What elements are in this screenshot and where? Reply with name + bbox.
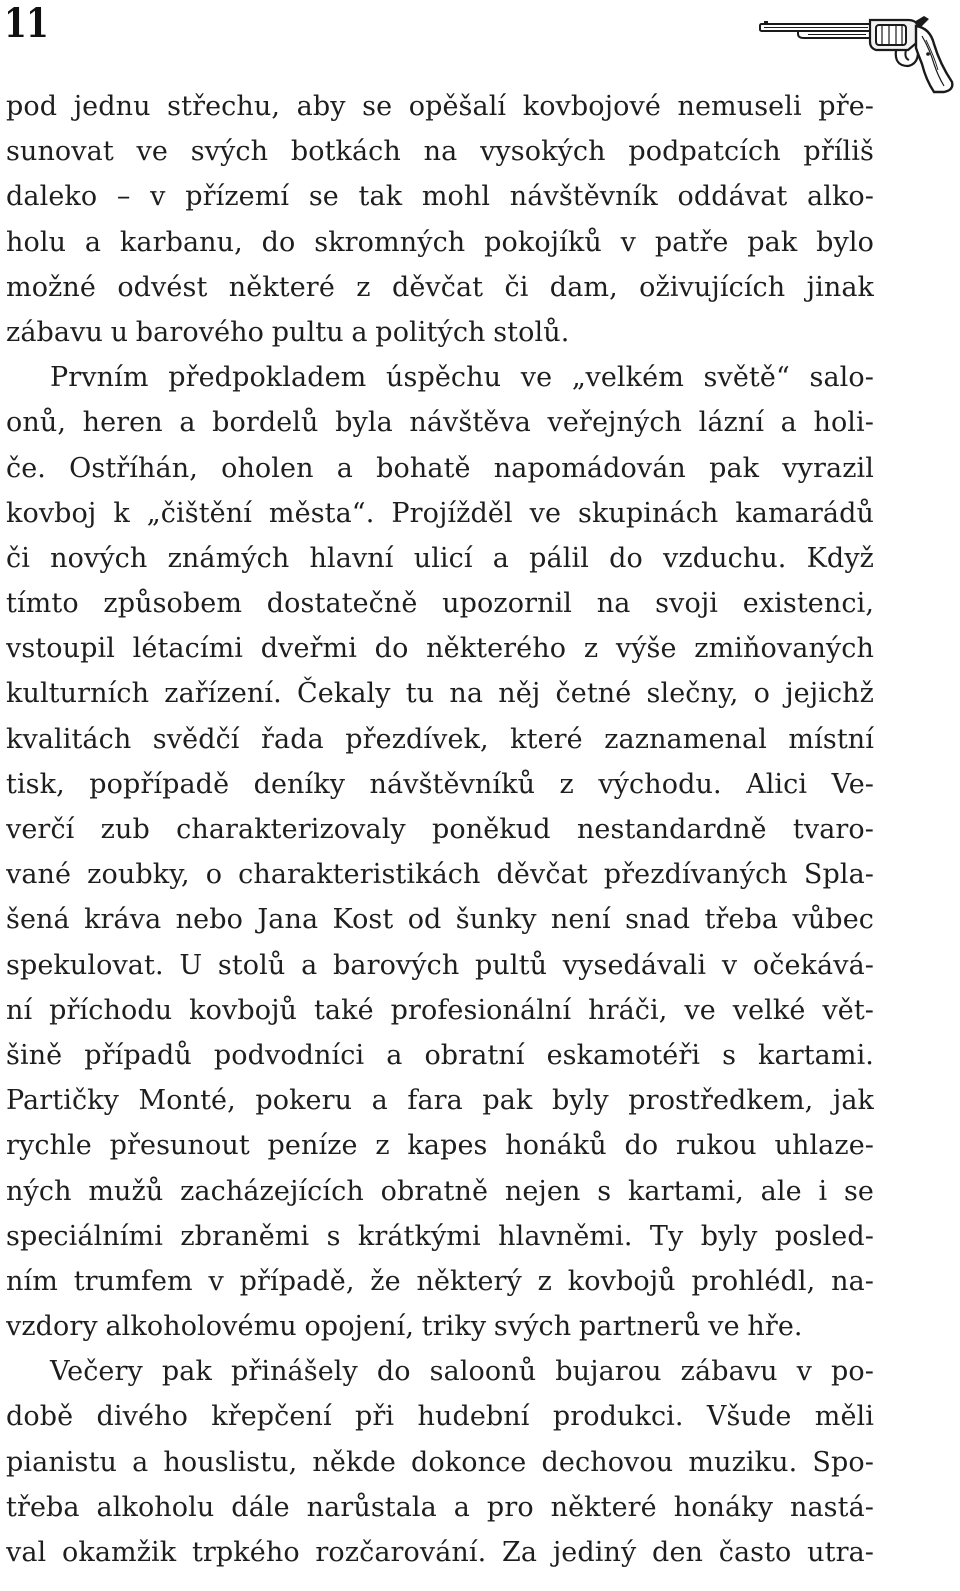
text-line: pianistu a houslistu, někde dokonce dechovou muziku. Spo- (6, 1446, 874, 1478)
text-line: sunovat ve svých botkách na vysokých podpatcích příliš (6, 136, 874, 168)
text-line: kvalitách svědčí řada přezdívek, které zaznamenal místní (6, 723, 874, 755)
text-line: kulturních zařízení. Čekaly tu na něj četné slečny, o jejichž (6, 678, 874, 710)
text-line: speciálními zbraněmi s krátkými hlavněmi. Ty byly posled- (6, 1220, 874, 1252)
text-line: šená kráva nebo Jana Kost od šunky není snad třeba vůbec (6, 904, 874, 936)
text-line: Partičky Monté, pokeru a fara pak byly prostředkem, jak (6, 1085, 874, 1117)
text-line: tímto způsobem dostatečně upozornil na svoji existenci, (6, 588, 874, 620)
text-line: třeba alkoholu dále narůstala a pro některé honáky nastá- (6, 1491, 874, 1523)
text-line: možné odvést některé z děvčat či dam, oživujících jinak (6, 271, 874, 303)
text-line: tisk, popřípadě deníky návštěvníků z východu. Alici Ve- (6, 768, 874, 800)
text-line: ných mužů zacházejících obratně nejen s kartami, ale i se (6, 1175, 874, 1207)
text-line: vané zoubky, o charakteristikách děvčat přezdívaných Spla- (6, 859, 874, 891)
text-line: rychle přesunout peníze z kapes honáků do rukou uhlaze- (6, 1130, 874, 1162)
text-line: vzdory alkoholovému opojení, triky svých partnerů ve hře. (6, 1311, 803, 1343)
text-line: kovboj k „čištění města“. Projížděl ve skupinách kamarádů (6, 497, 874, 529)
text-line: zábavu u barového pultu a politých stolů. (6, 316, 570, 348)
text-line: val okamžik trpkého rozčarování. Za jediný den často utra- (6, 1537, 874, 1568)
body-text (6, 84, 874, 1575)
page-number: 11 (4, 0, 49, 47)
text-line: ním trumfem v případě, že některý z kovbojů prohlédl, na- (6, 1265, 874, 1297)
text-line: Prvním předpokladem úspěchu ve „velkém světě“ salo- (50, 362, 874, 394)
text-line: daleko – v přízemí se tak mohl návštěvník oddávat alko- (6, 181, 874, 213)
text-line: onů, heren a bordelů byla návštěva veřejných lázní a holi- (6, 407, 874, 439)
text-line: Večery pak přinášely do saloonů bujarou zábavu v po- (50, 1356, 874, 1388)
text-line: če. Ostříhán, oholen a bohatě napomádován pak vyrazil (6, 452, 874, 484)
text-line: holu a karbanu, do skromných pokojíků v patře pak bylo (6, 226, 874, 258)
text-line: době divého křepčení při hudební produkci. Všude měli (6, 1401, 874, 1433)
text-line: pod jednu střechu, aby se opěšalí kovbojové nemuseli pře- (6, 91, 874, 122)
text-line: či nových známých hlavní ulicí a pálil do vzduchu. Když (6, 542, 874, 574)
text-line: spekulovat. U stolů a barových pultů vysedávali v očekává- (6, 949, 874, 981)
text-line: šině případů podvodníci a obratní eskamotéři s kartami. (6, 1039, 874, 1071)
text-line: verčí zub charakterizovaly poněkud nestandardně tvaro- (6, 814, 874, 845)
text-line: ní příchodu kovbojů také profesionální hráči, ve velké vět- (6, 994, 874, 1026)
text-line: vstoupil létacími dveřmi do některého z výše zmiňovaných (6, 633, 874, 665)
